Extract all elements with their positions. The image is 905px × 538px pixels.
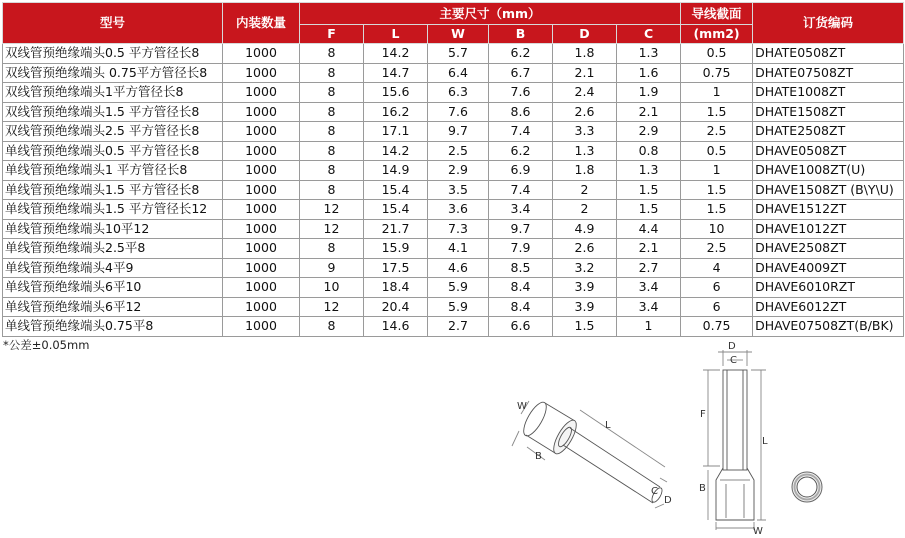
row-f: 9 bbox=[300, 258, 364, 278]
row-model: 单线管预绝缘端头4平9 bbox=[3, 258, 223, 278]
row-c: 1 bbox=[617, 317, 681, 337]
row-d: 3.9 bbox=[553, 278, 617, 298]
row-f: 8 bbox=[300, 44, 364, 64]
header-col-l: L bbox=[364, 25, 428, 44]
row-qty: 1000 bbox=[223, 200, 300, 220]
row-w: 3.6 bbox=[428, 200, 489, 220]
label-l-side: L bbox=[762, 436, 768, 447]
row-wire-section: 10 bbox=[681, 219, 753, 239]
row-d: 1.5 bbox=[553, 317, 617, 337]
row-w: 3.5 bbox=[428, 180, 489, 200]
row-model: 单线管预绝缘端头6平10 bbox=[3, 278, 223, 298]
row-wire-section: 0.75 bbox=[681, 63, 753, 83]
row-l: 15.6 bbox=[364, 83, 428, 103]
row-f: 8 bbox=[300, 180, 364, 200]
header-col-d: D bbox=[553, 25, 617, 44]
row-model: 双线管预绝缘端头1.5 平方管径长8 bbox=[3, 102, 223, 122]
row-l: 15.4 bbox=[364, 200, 428, 220]
row-c: 2.7 bbox=[617, 258, 681, 278]
row-f: 12 bbox=[300, 200, 364, 220]
row-d: 2 bbox=[553, 180, 617, 200]
label-w-side: W bbox=[753, 526, 763, 537]
row-model: 单线管预绝缘端头1 平方管径长8 bbox=[3, 161, 223, 181]
row-w: 6.3 bbox=[428, 83, 489, 103]
row-f: 12 bbox=[300, 297, 364, 317]
row-b: 6.2 bbox=[489, 141, 553, 161]
row-l: 14.2 bbox=[364, 44, 428, 64]
row-qty: 1000 bbox=[223, 161, 300, 181]
row-f: 8 bbox=[300, 122, 364, 142]
row-qty: 1000 bbox=[223, 63, 300, 83]
row-f: 8 bbox=[300, 161, 364, 181]
row-qty: 1000 bbox=[223, 83, 300, 103]
header-order-code: 订货编码 bbox=[753, 3, 904, 44]
row-d: 3.9 bbox=[553, 297, 617, 317]
label-c-iso: C bbox=[651, 486, 658, 497]
row-order-code: DHATE07508ZT bbox=[753, 63, 904, 83]
header-col-b: B bbox=[489, 25, 553, 44]
row-l: 18.4 bbox=[364, 278, 428, 298]
row-order-code: DHAVE1512ZT bbox=[753, 200, 904, 220]
row-wire-section: 0.75 bbox=[681, 317, 753, 337]
row-wire-section: 4 bbox=[681, 258, 753, 278]
row-model: 单线管预绝缘端头6平12 bbox=[3, 297, 223, 317]
row-d: 3.2 bbox=[553, 258, 617, 278]
row-c: 2.1 bbox=[617, 239, 681, 259]
row-c: 2.1 bbox=[617, 102, 681, 122]
row-l: 21.7 bbox=[364, 219, 428, 239]
row-order-code: DHATE1508ZT bbox=[753, 102, 904, 122]
row-model: 单线管预绝缘端头0.75平8 bbox=[3, 317, 223, 337]
row-l: 17.5 bbox=[364, 258, 428, 278]
header-col-f: F bbox=[300, 25, 364, 44]
row-qty: 1000 bbox=[223, 44, 300, 64]
row-c: 1.3 bbox=[617, 44, 681, 64]
row-c: 1.9 bbox=[617, 83, 681, 103]
row-l: 17.1 bbox=[364, 122, 428, 142]
row-w: 7.6 bbox=[428, 102, 489, 122]
row-l: 20.4 bbox=[364, 297, 428, 317]
header-wire-unit: (mm2) bbox=[681, 25, 753, 44]
row-f: 8 bbox=[300, 63, 364, 83]
row-d: 3.3 bbox=[553, 122, 617, 142]
side-view-ferrule-drawing bbox=[703, 350, 766, 530]
label-f-side: F bbox=[700, 409, 706, 420]
row-order-code: DHAVE2508ZT bbox=[753, 239, 904, 259]
label-c-side: C bbox=[730, 355, 737, 366]
row-c: 3.4 bbox=[617, 297, 681, 317]
row-f: 8 bbox=[300, 102, 364, 122]
row-model: 单线管预绝缘端头1.5 平方管径长12 bbox=[3, 200, 223, 220]
row-d: 1.8 bbox=[553, 161, 617, 181]
row-wire-section: 1.5 bbox=[681, 200, 753, 220]
row-c: 1.5 bbox=[617, 180, 681, 200]
row-c: 1.6 bbox=[617, 63, 681, 83]
row-b: 8.4 bbox=[489, 278, 553, 298]
row-qty: 1000 bbox=[223, 258, 300, 278]
row-wire-section: 2.5 bbox=[681, 122, 753, 142]
row-l: 14.2 bbox=[364, 141, 428, 161]
row-d: 2.6 bbox=[553, 102, 617, 122]
header-dims: 主要尺寸（mm） bbox=[300, 3, 681, 25]
row-model: 单线管预绝缘端头10平12 bbox=[3, 219, 223, 239]
row-b: 6.2 bbox=[489, 44, 553, 64]
row-w: 5.7 bbox=[428, 44, 489, 64]
row-wire-section: 1.5 bbox=[681, 180, 753, 200]
row-l: 14.6 bbox=[364, 317, 428, 337]
row-c: 1.5 bbox=[617, 200, 681, 220]
row-b: 8.6 bbox=[489, 102, 553, 122]
row-order-code: DHATE2508ZT bbox=[753, 122, 904, 142]
row-w: 2.5 bbox=[428, 141, 489, 161]
row-w: 2.7 bbox=[428, 317, 489, 337]
row-l: 16.2 bbox=[364, 102, 428, 122]
label-b-iso: B bbox=[535, 451, 542, 462]
row-f: 8 bbox=[300, 141, 364, 161]
row-order-code: DHAVE6012ZT bbox=[753, 297, 904, 317]
row-model: 双线管预绝缘端头0.5 平方管径长8 bbox=[3, 44, 223, 64]
row-wire-section: 6 bbox=[681, 297, 753, 317]
row-wire-section: 1 bbox=[681, 83, 753, 103]
row-l: 15.4 bbox=[364, 180, 428, 200]
row-w: 4.1 bbox=[428, 239, 489, 259]
row-wire-section: 0.5 bbox=[681, 141, 753, 161]
row-c: 3.4 bbox=[617, 278, 681, 298]
row-f: 8 bbox=[300, 317, 364, 337]
row-d: 4.9 bbox=[553, 219, 617, 239]
row-model: 单线管预绝缘端头1.5 平方管径长8 bbox=[3, 180, 223, 200]
row-order-code: DHAVE0508ZT bbox=[753, 141, 904, 161]
label-d-iso: D bbox=[664, 495, 672, 506]
row-b: 3.4 bbox=[489, 200, 553, 220]
header-qty: 内装数量 bbox=[223, 3, 300, 44]
label-b-side: B bbox=[699, 483, 706, 494]
header-col-w: W bbox=[428, 25, 489, 44]
row-f: 8 bbox=[300, 83, 364, 103]
row-model: 双线管预绝缘端头2.5 平方管径长8 bbox=[3, 122, 223, 142]
row-qty: 1000 bbox=[223, 122, 300, 142]
row-qty: 1000 bbox=[223, 239, 300, 259]
row-qty: 1000 bbox=[223, 219, 300, 239]
row-l: 14.9 bbox=[364, 161, 428, 181]
row-b: 6.9 bbox=[489, 161, 553, 181]
row-w: 2.9 bbox=[428, 161, 489, 181]
row-order-code: DHAVE1012ZT bbox=[753, 219, 904, 239]
row-w: 9.7 bbox=[428, 122, 489, 142]
row-d: 2.1 bbox=[553, 63, 617, 83]
end-view-ring-drawing bbox=[792, 472, 822, 502]
row-b: 8.5 bbox=[489, 258, 553, 278]
label-d-side: D bbox=[728, 341, 736, 352]
tolerance-note: *公差±0.05mm bbox=[3, 338, 90, 352]
row-order-code: DHAVE07508ZT(B/BK) bbox=[753, 317, 904, 337]
row-order-code: DHAVE6010RZT bbox=[753, 278, 904, 298]
label-w-iso: W bbox=[517, 401, 527, 412]
header-wire: 导线截面 bbox=[681, 3, 753, 25]
row-f: 8 bbox=[300, 239, 364, 259]
row-c: 2.9 bbox=[617, 122, 681, 142]
header-col-c: C bbox=[617, 25, 681, 44]
row-wire-section: 1 bbox=[681, 161, 753, 181]
row-d: 1.8 bbox=[553, 44, 617, 64]
row-b: 7.9 bbox=[489, 239, 553, 259]
row-wire-section: 6 bbox=[681, 278, 753, 298]
row-c: 4.4 bbox=[617, 219, 681, 239]
row-qty: 1000 bbox=[223, 278, 300, 298]
row-w: 7.3 bbox=[428, 219, 489, 239]
row-qty: 1000 bbox=[223, 102, 300, 122]
row-f: 12 bbox=[300, 219, 364, 239]
row-b: 6.7 bbox=[489, 63, 553, 83]
row-w: 5.9 bbox=[428, 278, 489, 298]
row-b: 9.7 bbox=[489, 219, 553, 239]
row-w: 4.6 bbox=[428, 258, 489, 278]
row-wire-section: 2.5 bbox=[681, 239, 753, 259]
row-w: 6.4 bbox=[428, 63, 489, 83]
row-d: 2.6 bbox=[553, 239, 617, 259]
row-wire-section: 1.5 bbox=[681, 102, 753, 122]
row-order-code: DHAVE1508ZT (B\Y\U) bbox=[753, 180, 904, 200]
row-model: 双线管预绝缘端头1平方管径长8 bbox=[3, 83, 223, 103]
row-qty: 1000 bbox=[223, 297, 300, 317]
label-l-iso: L bbox=[605, 420, 611, 431]
row-order-code: DHATE1008ZT bbox=[753, 83, 904, 103]
row-f: 10 bbox=[300, 278, 364, 298]
row-qty: 1000 bbox=[223, 180, 300, 200]
row-order-code: DHAVE4009ZT bbox=[753, 258, 904, 278]
row-qty: 1000 bbox=[223, 141, 300, 161]
row-d: 2 bbox=[553, 200, 617, 220]
row-d: 2.4 bbox=[553, 83, 617, 103]
row-qty: 1000 bbox=[223, 317, 300, 337]
row-l: 14.7 bbox=[364, 63, 428, 83]
row-c: 0.8 bbox=[617, 141, 681, 161]
row-order-code: DHAVE1008ZT(U) bbox=[753, 161, 904, 181]
row-wire-section: 0.5 bbox=[681, 44, 753, 64]
row-c: 1.3 bbox=[617, 161, 681, 181]
row-b: 6.6 bbox=[489, 317, 553, 337]
row-model: 单线管预绝缘端头0.5 平方管径长8 bbox=[3, 141, 223, 161]
row-d: 1.3 bbox=[553, 141, 617, 161]
row-b: 8.4 bbox=[489, 297, 553, 317]
row-l: 15.9 bbox=[364, 239, 428, 259]
row-w: 5.9 bbox=[428, 297, 489, 317]
row-b: 7.4 bbox=[489, 180, 553, 200]
row-order-code: DHATE0508ZT bbox=[753, 44, 904, 64]
header-model: 型号 bbox=[3, 3, 223, 44]
row-model: 单线管预绝缘端头2.5平8 bbox=[3, 239, 223, 259]
row-model: 双线管预绝缘端头 0.75平方管径长8 bbox=[3, 63, 223, 83]
row-b: 7.4 bbox=[489, 122, 553, 142]
row-b: 7.6 bbox=[489, 83, 553, 103]
